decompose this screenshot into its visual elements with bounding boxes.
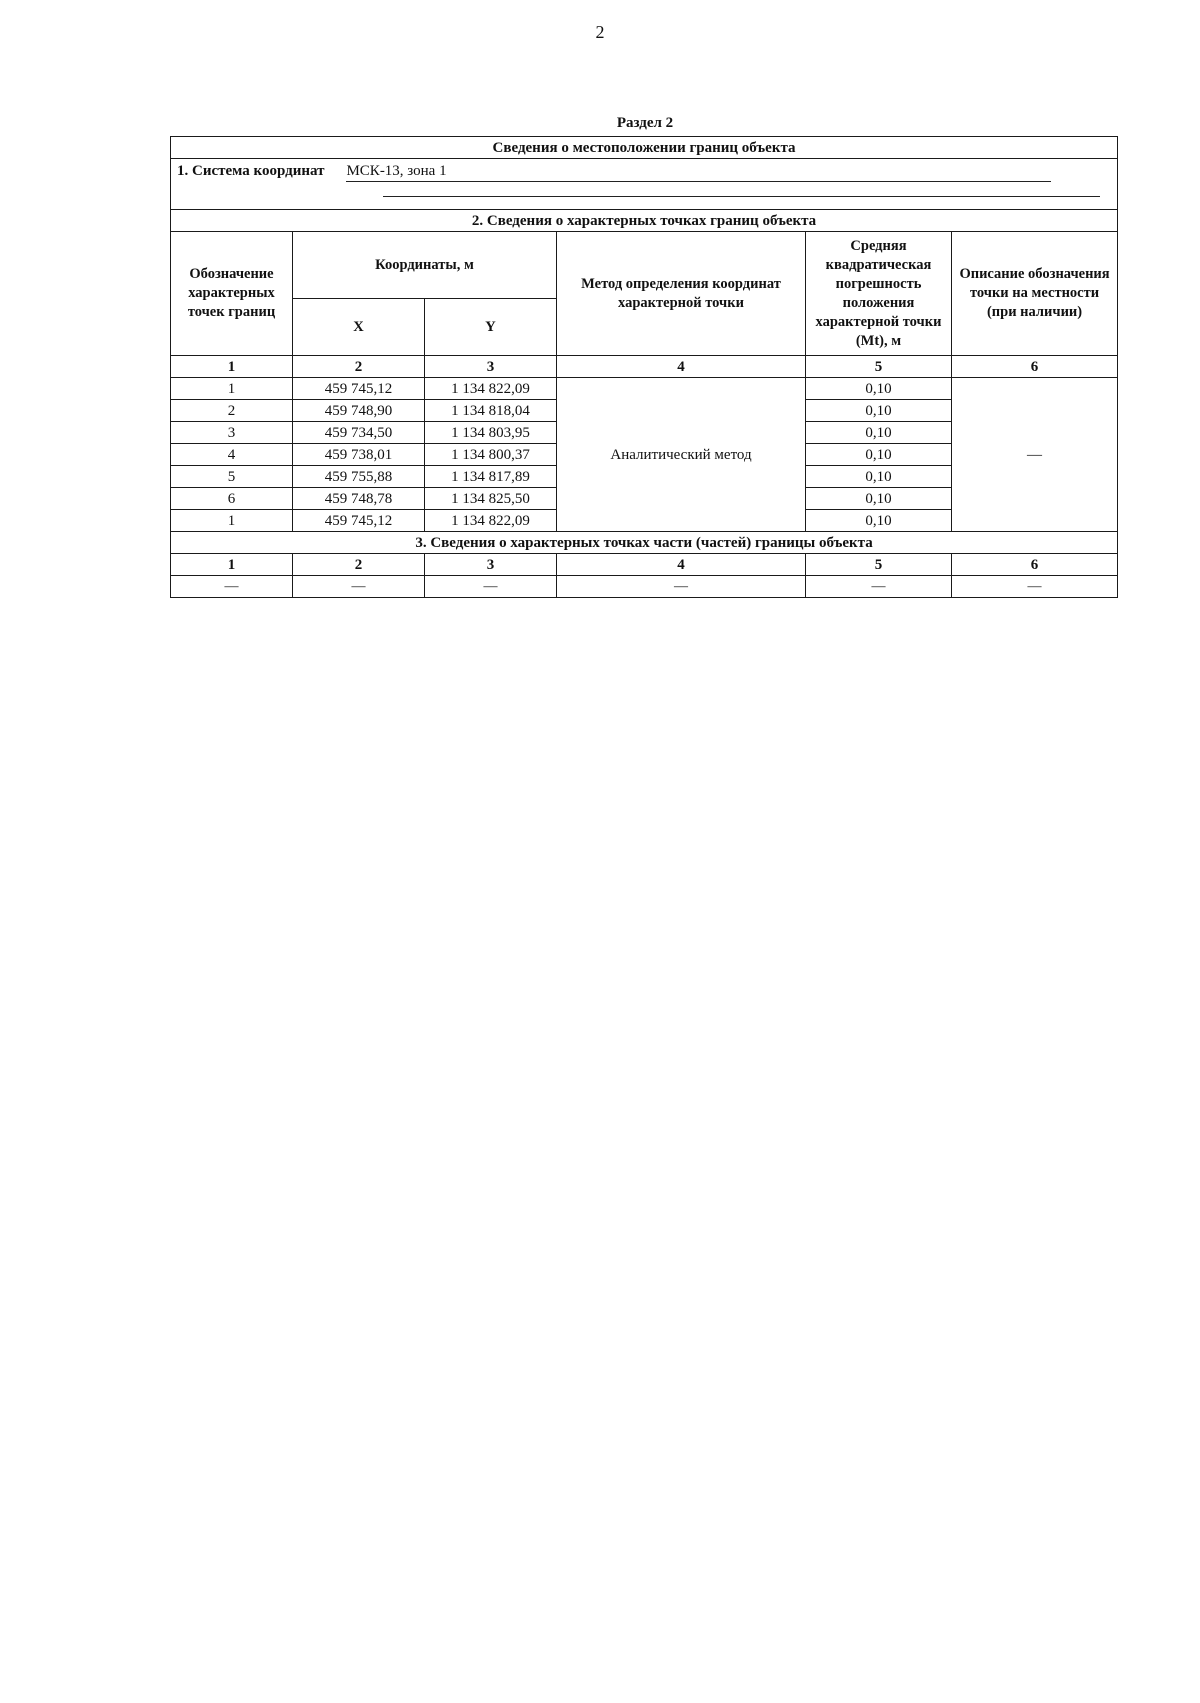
header-method: Метод определения координат характерной точки — [557, 232, 806, 356]
col-number: 3 — [425, 554, 557, 576]
point-cell: 1 — [171, 510, 293, 532]
header-x: X — [293, 299, 425, 356]
coord-system-underline — [383, 196, 1100, 197]
part2-title: 2. Сведения о характерных точках границ объекта — [171, 210, 1118, 232]
mt-cell: 0,10 — [806, 510, 952, 532]
boundary-table — [170, 136, 1118, 598]
col-number: 2 — [293, 356, 425, 378]
col-number: 6 — [952, 554, 1118, 576]
col-number: 4 — [557, 554, 806, 576]
empty-cell: — — [171, 576, 293, 598]
section-title: Раздел 2 — [616, 115, 674, 131]
coord-system-cell — [171, 159, 1118, 210]
point-cell: 3 — [171, 422, 293, 444]
x-cell: 459 745,12 — [293, 510, 425, 532]
coord-system-value: МСК-13, зона 1 — [346, 162, 1051, 182]
y-cell: 1 134 817,89 — [425, 466, 557, 488]
col-number: 1 — [171, 554, 293, 576]
point-cell: 2 — [171, 400, 293, 422]
description-cell: — — [952, 378, 1118, 532]
col-number: 5 — [806, 554, 952, 576]
y-cell: 1 134 818,04 — [425, 400, 557, 422]
col-number: 6 — [952, 356, 1118, 378]
table-row — [171, 576, 1118, 598]
x-cell: 459 755,88 — [293, 466, 425, 488]
part3-title: 3. Сведения о характерных точках части (частей) границы объекта — [171, 532, 1118, 554]
table-main-title: Сведения о местоположении границ объекта — [171, 137, 1118, 159]
y-cell: 1 134 822,09 — [425, 378, 557, 400]
x-cell: 459 734,50 — [293, 422, 425, 444]
header-point: Обозначение характерных точек границ — [171, 232, 293, 356]
x-cell: 459 748,90 — [293, 400, 425, 422]
col-number: 4 — [557, 356, 806, 378]
mt-cell: 0,10 — [806, 378, 952, 400]
point-cell: 5 — [171, 466, 293, 488]
page-number: 2 — [595, 22, 605, 42]
mt-cell: 0,10 — [806, 488, 952, 510]
empty-cell: — — [952, 576, 1118, 598]
col-number: 3 — [425, 356, 557, 378]
empty-cell: — — [425, 576, 557, 598]
col-number: 5 — [806, 356, 952, 378]
empty-cell: — — [806, 576, 952, 598]
method-cell: Аналитический метод — [557, 378, 806, 532]
header-error: Средняя квадратическая погрешность положения характерной точки (Mt), м — [806, 232, 952, 356]
table-row — [171, 378, 1118, 400]
header-coords: Координаты, м — [293, 232, 557, 299]
y-cell: 1 134 803,95 — [425, 422, 557, 444]
coord-system-label: 1. Система координат — [177, 163, 325, 179]
point-cell: 6 — [171, 488, 293, 510]
mt-cell: 0,10 — [806, 422, 952, 444]
header-y: Y — [425, 299, 557, 356]
col-number: 2 — [293, 554, 425, 576]
y-cell: 1 134 800,37 — [425, 444, 557, 466]
mt-cell: 0,10 — [806, 400, 952, 422]
header-description: Описание обозначения точки на местности (при наличии) — [952, 232, 1118, 356]
x-cell: 459 748,78 — [293, 488, 425, 510]
point-cell: 4 — [171, 444, 293, 466]
point-cell: 1 — [171, 378, 293, 400]
col-number: 1 — [171, 356, 293, 378]
y-cell: 1 134 825,50 — [425, 488, 557, 510]
x-cell: 459 738,01 — [293, 444, 425, 466]
mt-cell: 0,10 — [806, 466, 952, 488]
empty-cell: — — [557, 576, 806, 598]
empty-cell: — — [293, 576, 425, 598]
x-cell: 459 745,12 — [293, 378, 425, 400]
y-cell: 1 134 822,09 — [425, 510, 557, 532]
mt-cell: 0,10 — [806, 444, 952, 466]
